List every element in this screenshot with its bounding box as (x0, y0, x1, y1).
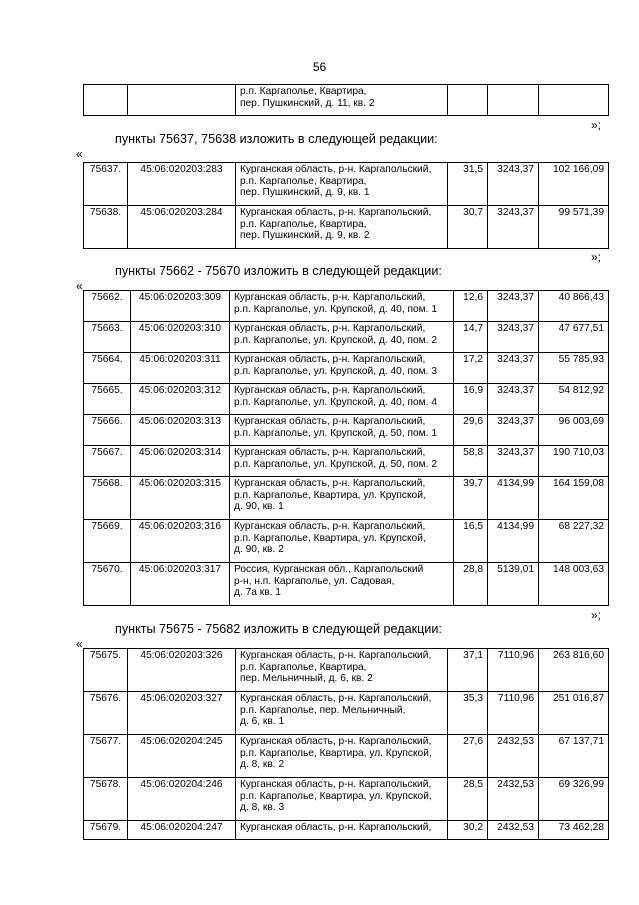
table-row (84, 85, 609, 116)
area: 28,8 (454, 563, 488, 606)
price-per-unit: 2432,53 (488, 821, 539, 840)
cadastral-cost: 69 326,99 (539, 778, 609, 821)
item-number: 75666. (84, 415, 131, 446)
table-row (84, 353, 609, 384)
area: 39,7 (454, 477, 488, 520)
area: 16,9 (454, 384, 488, 415)
item-number: 75675. (84, 649, 128, 692)
item-number: 75665. (84, 384, 131, 415)
price-per-unit: 3243,37 (488, 322, 539, 353)
address: Курганская область, р-н. Каргапольский, р.п. Каргаполье, Квартира, ул. Крупской, д. 8, кв. 3 (236, 778, 448, 821)
cadastral-cost: 263 816,60 (539, 649, 609, 692)
price-per-unit (488, 85, 539, 116)
area: 37,1 (448, 649, 488, 692)
table-row (84, 821, 609, 840)
area: 27,6 (448, 735, 488, 778)
area: 29,6 (454, 415, 488, 446)
price-per-unit: 4134,99 (488, 477, 539, 520)
address: Россия, Курганская обл., Каргапольский р-н, н.п. Каргаполье, ул. Садовая, д. 7а кв. 1 (230, 563, 454, 606)
amendment-instruction: пункты 75637, 75638 изложить в следующей редакции: (115, 132, 438, 146)
address: Курганская область, р-н. Каргапольский, р.п. Каргаполье, ул. Крупской, д. 40, пом. 2 (230, 322, 454, 353)
table-row (84, 692, 609, 735)
cadastral-number: 45:06:020204:246 (128, 778, 236, 821)
cadastral-cost: 67 137,71 (539, 735, 609, 778)
cadastral-cost: 148 003,63 (539, 563, 609, 606)
cadastral-number: 45:06:020203:283 (128, 163, 236, 206)
cadastral-number: 45:06:020204:247 (128, 821, 236, 840)
price-per-unit: 3243,37 (488, 291, 539, 322)
table-row (84, 206, 609, 249)
amendment-instruction: пункты 75675 - 75682 изложить в следующей редакции: (115, 622, 442, 636)
cadastral-number: 45:06:020203:327 (128, 692, 236, 735)
item-number: 75667. (84, 446, 131, 477)
address: Курганская область, р-н. Каргапольский, (236, 821, 448, 840)
area: 58,8 (454, 446, 488, 477)
cadastral-number: 45:06:020203:311 (131, 353, 230, 384)
area: 12,6 (454, 291, 488, 322)
closing-quote: »; (591, 250, 602, 264)
closing-quote: »; (591, 118, 602, 132)
cadastral-cost: 73 462,28 (539, 821, 609, 840)
cadastral-number: 45:06:020203:310 (131, 322, 230, 353)
cadastral-cost: 55 785,93 (539, 353, 609, 384)
item-number: 75637. (84, 163, 128, 206)
opening-quote: « (76, 279, 83, 293)
table-row (84, 322, 609, 353)
area: 30,7 (448, 206, 488, 249)
cadastral-number: 45:06:020203:326 (128, 649, 236, 692)
price-per-unit: 3243,37 (488, 384, 539, 415)
cadastral-number: 45:06:020203:317 (131, 563, 230, 606)
price-per-unit: 3243,37 (488, 353, 539, 384)
cadastral-number: 45:06:020204:245 (128, 735, 236, 778)
cadastral-cost: 47 677,51 (539, 322, 609, 353)
address: Курганская область, р-н. Каргапольский, р.п. Каргаполье, Квартира, ул. Крупской, д. 90, кв. 2 (230, 520, 454, 563)
item-number: 75662. (84, 291, 131, 322)
address: Курганская область, р-н. Каргапольский, р.п. Каргаполье, ул. Крупской, д. 40, пом. 4 (230, 384, 454, 415)
cadastral-number (128, 85, 236, 116)
price-per-unit: 7110,96 (488, 649, 539, 692)
address: Курганская область, р-н. Каргапольский, р.п. Каргаполье, Квартира, пер. Пушкинский, д. 9, кв. 2 (236, 206, 448, 249)
address: Курганская область, р-н. Каргапольский, р.п. Каргаполье, Квартира, пер. Пушкинский, д. 9, кв. 1 (236, 163, 448, 206)
registry-table-75637 (83, 162, 609, 249)
item-number: 75663. (84, 322, 131, 353)
table-row (84, 446, 609, 477)
cadastral-cost: 190 710,03 (539, 446, 609, 477)
price-per-unit: 3243,37 (488, 446, 539, 477)
opening-quote: « (76, 637, 83, 651)
table-row (84, 415, 609, 446)
address: Курганская область, р-н. Каргапольский, р.п. Каргаполье, ул. Крупской, д. 40, пом. 3 (230, 353, 454, 384)
item-number: 75668. (84, 477, 131, 520)
table-row (84, 384, 609, 415)
area: 28,5 (448, 778, 488, 821)
address: Курганская область, р-н. Каргапольский, р.п. Каргаполье, ул. Крупской, д. 50, пом. 2 (230, 446, 454, 477)
cadastral-number: 45:06:020203:316 (131, 520, 230, 563)
registry-table-75662 (83, 290, 609, 606)
page-number: 56 (312, 60, 327, 74)
area: 16,5 (454, 520, 488, 563)
cadastral-number: 45:06:020203:313 (131, 415, 230, 446)
item-number: 75677. (84, 735, 128, 778)
cadastral-number: 45:06:020203:284 (128, 206, 236, 249)
cadastral-cost: 164 159,08 (539, 477, 609, 520)
area: 17,2 (454, 353, 488, 384)
table-row (84, 520, 609, 563)
item-number: 75679. (84, 821, 128, 840)
item-number: 75669. (84, 520, 131, 563)
table-row (84, 563, 609, 606)
item-number: 75678. (84, 778, 128, 821)
cadastral-cost: 68 227,32 (539, 520, 609, 563)
cadastral-number: 45:06:020203:309 (131, 291, 230, 322)
cadastral-cost: 99 571,39 (539, 206, 609, 249)
price-per-unit: 4134,99 (488, 520, 539, 563)
table-row (84, 163, 609, 206)
cadastral-number: 45:06:020203:315 (131, 477, 230, 520)
table-row (84, 477, 609, 520)
address: Курганская область, р-н. Каргапольский, р.п. Каргаполье, Квартира, ул. Крупской, д. 8, кв. 2 (236, 735, 448, 778)
price-per-unit: 3243,37 (488, 163, 539, 206)
price-per-unit: 7110,96 (488, 692, 539, 735)
price-per-unit: 5139,01 (488, 563, 539, 606)
area: 30,2 (448, 821, 488, 840)
address: Курганская область, р-н. Каргапольский, р.п. Каргаполье, Квартира, пер. Мельничный, д. 6, кв. 2 (236, 649, 448, 692)
cadastral-number: 45:06:020203:314 (131, 446, 230, 477)
price-per-unit: 2432,53 (488, 778, 539, 821)
item-number: 75676. (84, 692, 128, 735)
closing-quote: »; (591, 608, 602, 622)
area: 31,5 (448, 163, 488, 206)
price-per-unit: 3243,37 (488, 415, 539, 446)
cadastral-cost: 54 812,92 (539, 384, 609, 415)
registry-table-continuation (83, 84, 609, 116)
address: Курганская область, р-н. Каргапольский, р.п. Каргаполье, ул. Крупской, д. 40, пом. 1 (230, 291, 454, 322)
table-row (84, 778, 609, 821)
price-per-unit: 2432,53 (488, 735, 539, 778)
cadastral-cost (539, 85, 609, 116)
area: 35,3 (448, 692, 488, 735)
item-number (84, 85, 128, 116)
item-number: 75670. (84, 563, 131, 606)
table-row (84, 291, 609, 322)
cadastral-cost: 96 003,69 (539, 415, 609, 446)
address: Курганская область, р-н. Каргапольский, р.п. Каргаполье, Квартира, ул. Крупской, д. 90, кв. 1 (230, 477, 454, 520)
area (448, 85, 488, 116)
address: Курганская область, р-н. Каргапольский, р.п. Каргаполье, пер. Мельничный, д. 6, кв. 1 (236, 692, 448, 735)
cadastral-cost: 40 866,43 (539, 291, 609, 322)
item-number: 75664. (84, 353, 131, 384)
area: 14,7 (454, 322, 488, 353)
cadastral-cost: 251 016,87 (539, 692, 609, 735)
address: р.п. Каргаполье, Квартира, пер. Пушкинский, д. 11, кв. 2 (236, 85, 448, 116)
cadastral-cost: 102 166,09 (539, 163, 609, 206)
table-row (84, 649, 609, 692)
amendment-instruction: пункты 75662 - 75670 изложить в следующей редакции: (115, 264, 442, 278)
cadastral-number: 45:06:020203:312 (131, 384, 230, 415)
item-number: 75638. (84, 206, 128, 249)
registry-table-75675 (83, 648, 609, 840)
address: Курганская область, р-н. Каргапольский, р.п. Каргаполье, ул. Крупской, д. 50, пом. 1 (230, 415, 454, 446)
price-per-unit: 3243,37 (488, 206, 539, 249)
opening-quote: « (76, 147, 83, 161)
table-row (84, 735, 609, 778)
